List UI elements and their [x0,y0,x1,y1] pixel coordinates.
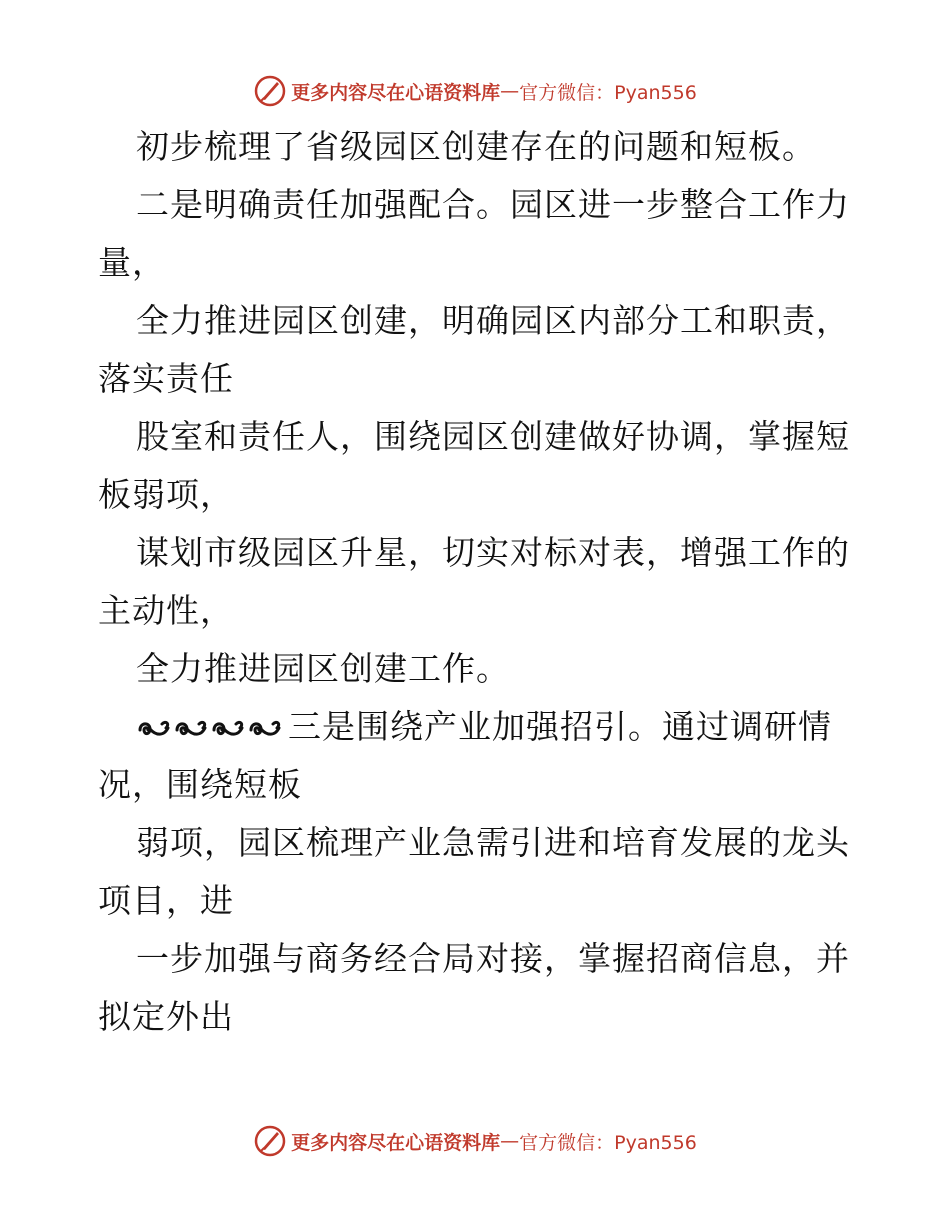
scroll-ornament-icon [136,716,286,742]
quill-pen-logo-icon [253,74,287,108]
document-body [98,118,858,1046]
text-line: 板弱项， [98,475,234,514]
text-line: 三是围绕产业加强招引。通过调研情 [288,707,832,746]
text-line: 项目，进 [98,881,234,920]
banner-contact: 官方微信：Pyan556 [519,81,697,104]
banner-text: 更多内容尽在心语资料库 [291,81,501,104]
text-line: 弱项，园区梳理产业急需引进和培育发展的龙头 [136,823,850,862]
footer-banner [0,1121,950,1161]
banner-contact: 官方微信：Pyan556 [519,1131,697,1154]
text-line: 全力推进园区创建，明确园区内部分工和职责， [136,301,850,340]
text-line: 股室和责任人，围绕园区创建做好协调，掌握短 [136,417,850,456]
text-line: 初步梳理了省级园区创建存在的问题和短板。 [136,127,816,166]
text-line: 量， [98,243,166,282]
banner-dash: — [500,80,520,102]
text-line: 主动性， [98,591,234,630]
text-line-with-ornament [98,698,858,756]
text-line: 拟定外出 [98,997,234,1036]
text-line: 况，围绕短板 [98,765,302,804]
header-banner [0,71,950,111]
text-line: 一步加强与商务经合局对接，掌握招商信息，并 [136,939,850,978]
text-line: 全力推进园区创建工作。 [136,649,510,688]
text-line: 二是明确责任加强配合。园区进一步整合工作力 [136,185,850,224]
banner-dash: — [500,1130,520,1152]
text-line: 谋划市级园区升星，切实对标对表，增强工作的 [136,533,850,572]
quill-pen-logo-icon [253,1124,287,1158]
text-line: 落实责任 [98,359,234,398]
banner-text: 更多内容尽在心语资料库 [291,1131,501,1154]
